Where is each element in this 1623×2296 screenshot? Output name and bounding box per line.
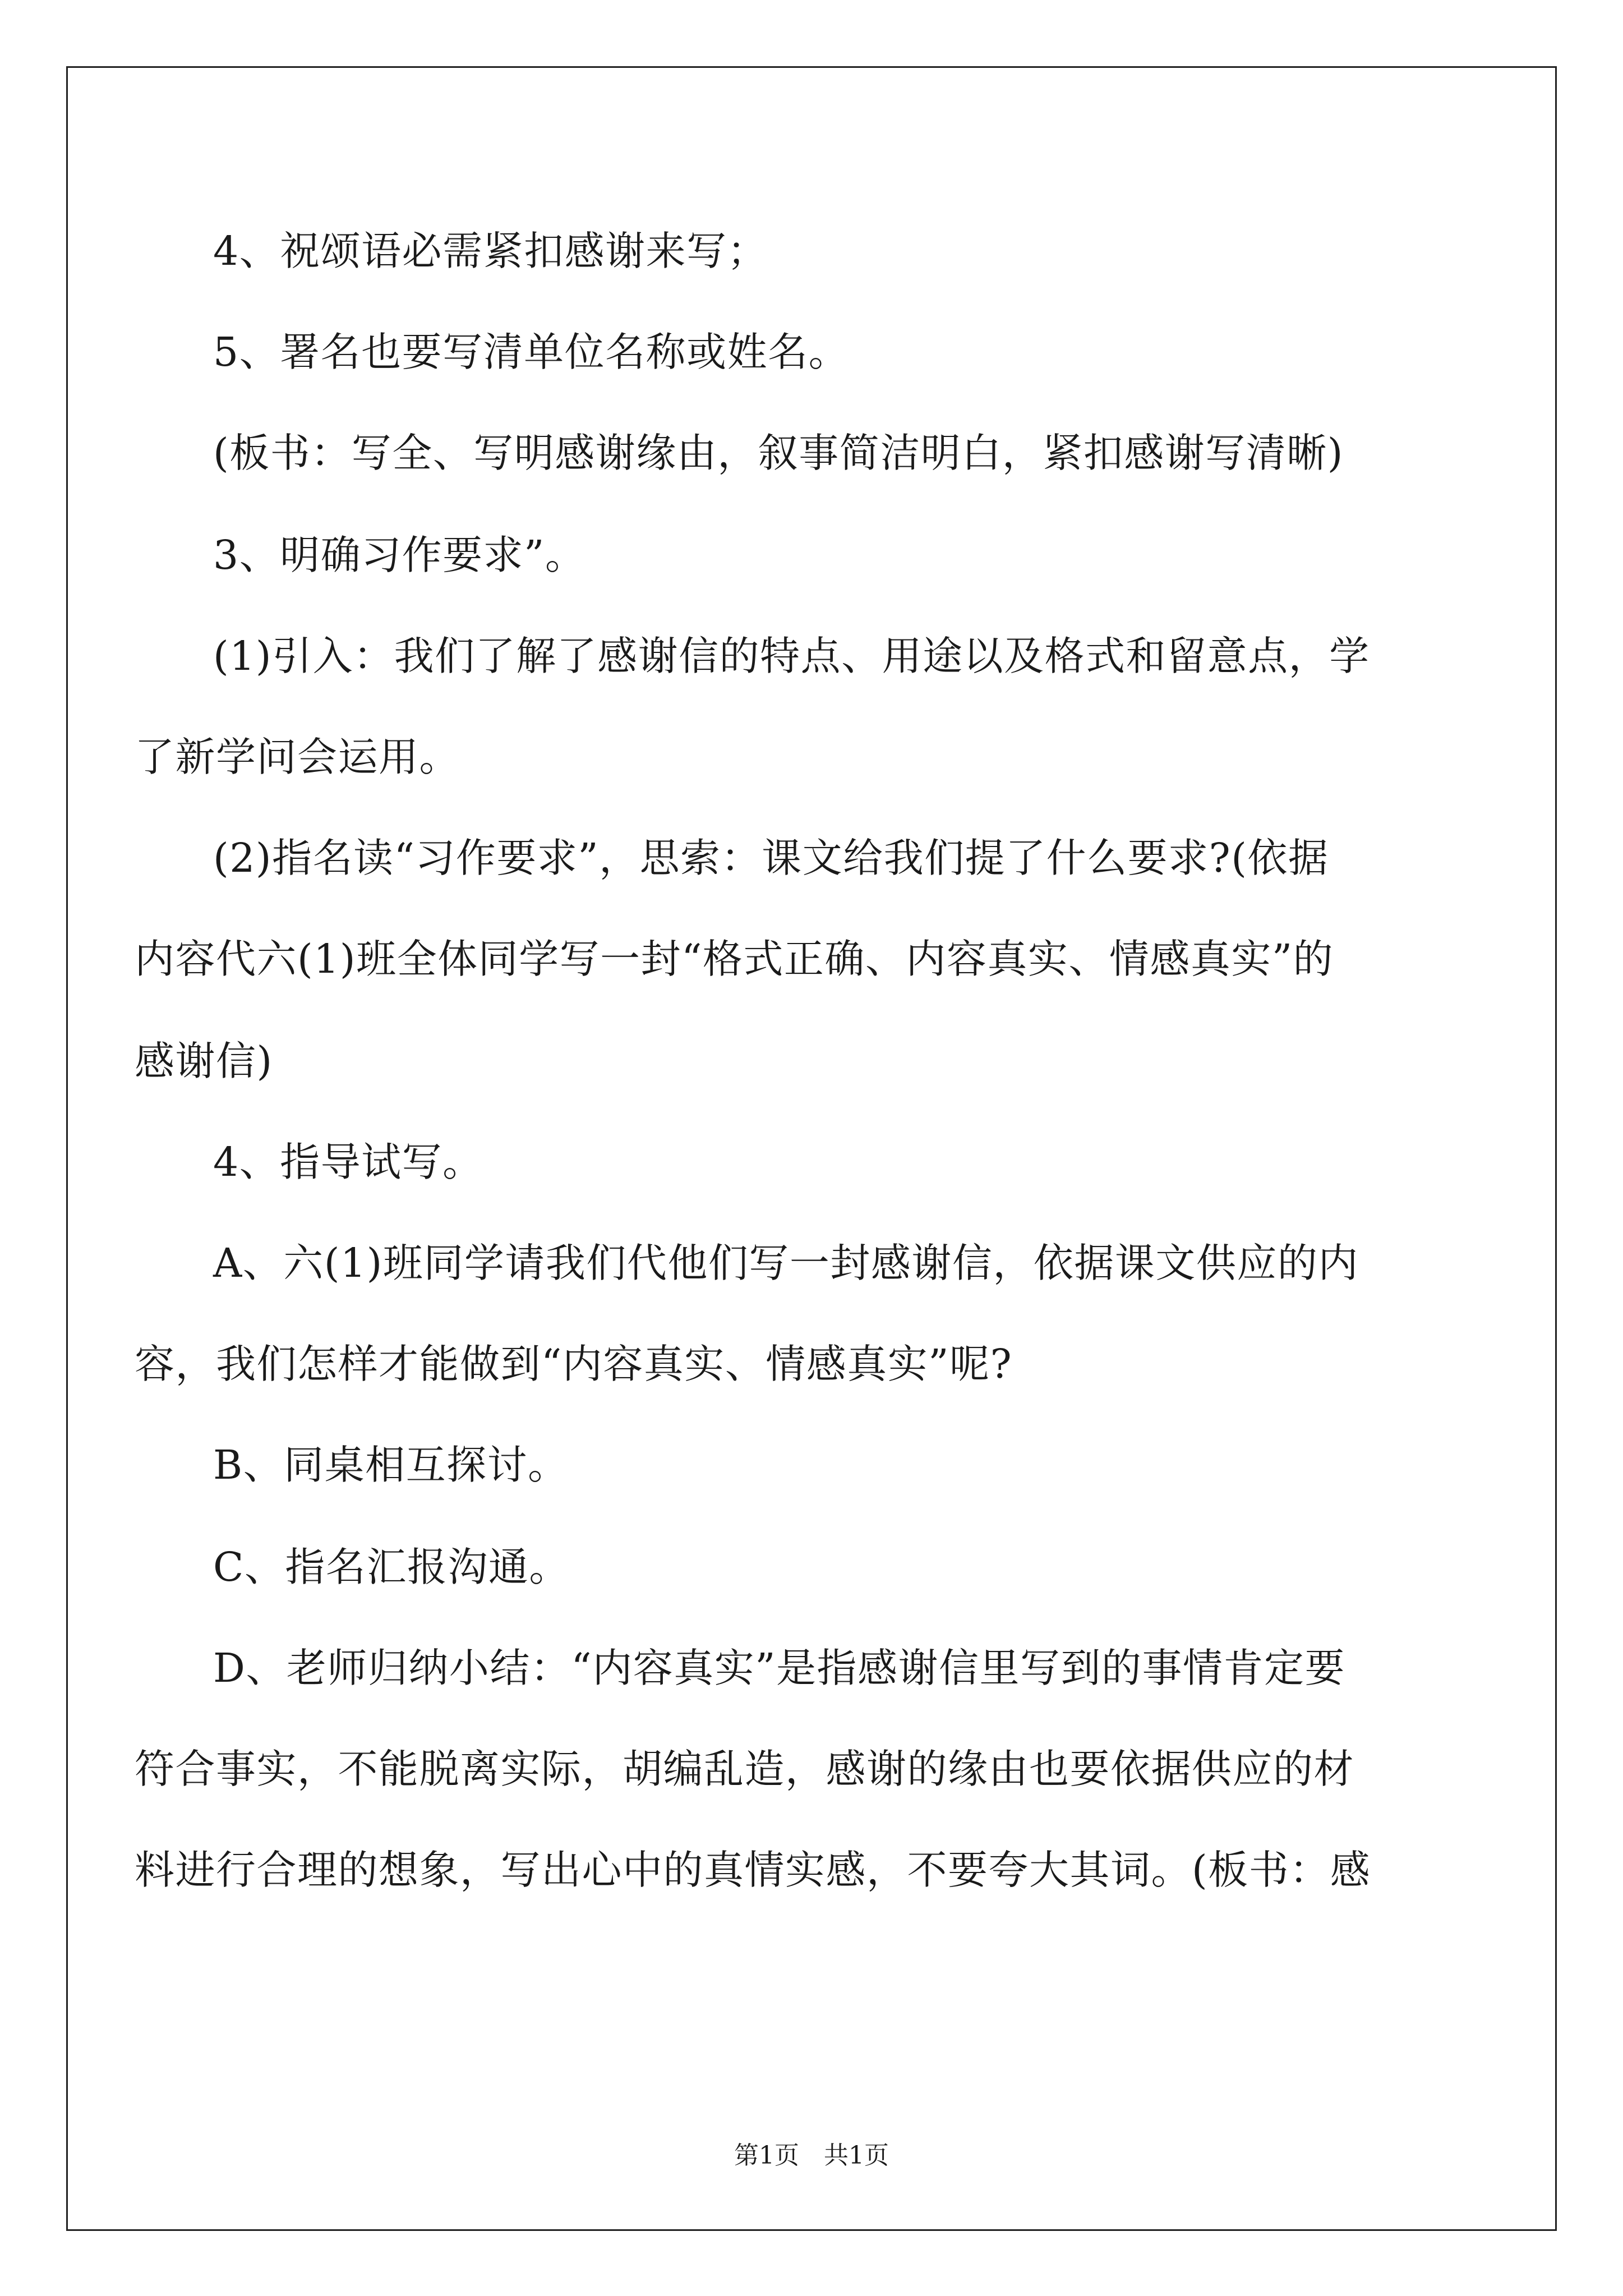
paragraph-line: (2)指名读“习作要求”，思索：课文给我们提了什么要求?(依据 <box>213 835 1329 881</box>
paragraph-line: 4、指导试写。 <box>213 1139 483 1185</box>
paragraph-line: 5、署名也要写清单位名称或姓名。 <box>213 329 850 375</box>
page-number: 第1页 共1页 <box>734 2141 889 2170</box>
paragraph-line: 4、祝颂语必需紧扣感谢来写； <box>213 228 768 274</box>
paragraph-line: C、指名汇报沟通。 <box>213 1544 570 1590</box>
paragraph-line: 符合事实，不能脱离实际，胡编乱造，感谢的缘由也要依据供应的材 <box>135 1746 1355 1792</box>
paragraph-line: 了新学问会运用。 <box>135 734 460 780</box>
paragraph-line: D、老师归纳小结：“内容真实”是指感谢信里写到的事情肯定要 <box>213 1645 1346 1691</box>
paragraph-line: B、同桌相互探讨。 <box>213 1442 569 1488</box>
paragraph-line: 感谢信) <box>135 1038 273 1084</box>
paragraph-line: A、六(1)班同学请我们代他们写一封感谢信，依据课文供应的内 <box>213 1240 1359 1286</box>
paragraph-line: 料进行合理的想象，写出心中的真情实感，不要夸大其词。(板书：感 <box>135 1847 1371 1893</box>
paragraph-line: 内容代六(1)班全体同学写一封“格式正确、内容真实、情感真实”的 <box>135 936 1334 982</box>
paragraph-line: 容，我们怎样才能做到“内容真实、情感真实”呢? <box>135 1341 1013 1387</box>
paragraph-line: 3、明确习作要求”。 <box>213 532 586 578</box>
paragraph-line: (板书：写全、写明感谢缘由，叙事简洁明白，紧扣感谢写清晰) <box>213 430 1344 476</box>
paragraph-line: (1)引入：我们了解了感谢信的特点、用途以及格式和留意点，学 <box>213 633 1370 679</box>
